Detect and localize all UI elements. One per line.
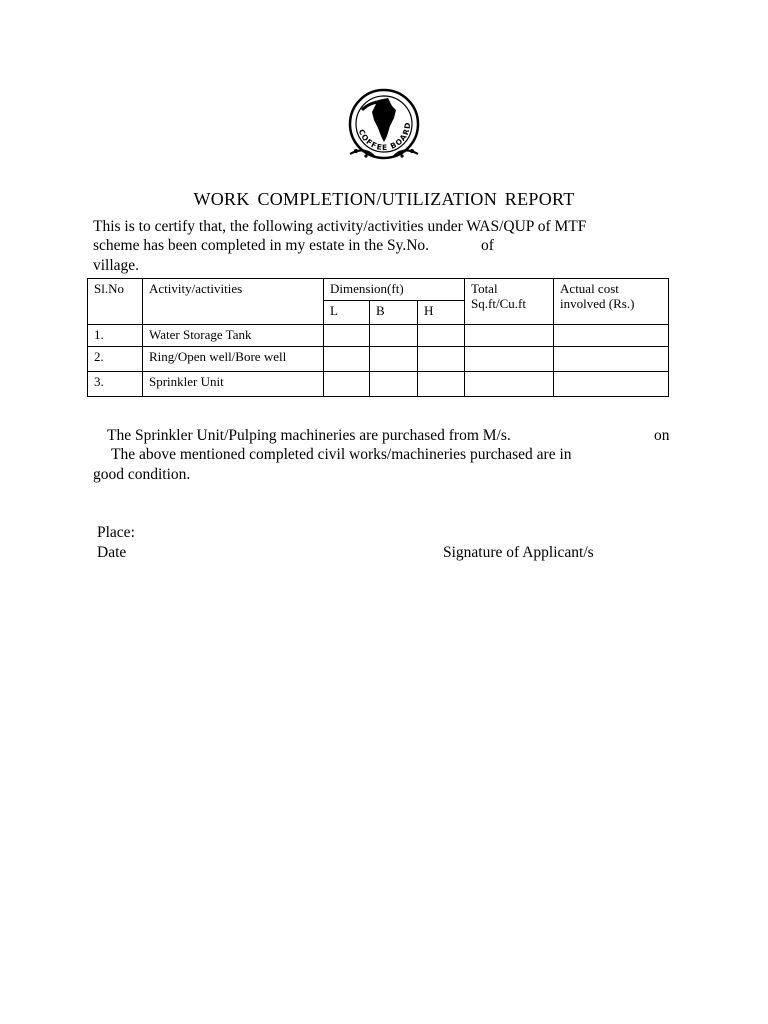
header-b: B — [370, 301, 418, 325]
table-row — [88, 325, 669, 347]
table-row — [88, 372, 669, 397]
row-sl: 1. — [88, 325, 143, 347]
date-label: Date — [97, 544, 127, 561]
header-total-line-2: Sq.ft/Cu.ft — [471, 296, 526, 311]
header-activity: Activity/activities — [143, 279, 324, 325]
cell-cost — [554, 347, 669, 372]
certification-line-2 — [93, 237, 494, 255]
cell-total — [465, 325, 554, 347]
svg-text:COFFEE BOARD: COFFEE BOARD — [356, 121, 413, 153]
cell-l — [324, 325, 370, 347]
place-label: Place: — [97, 524, 135, 541]
purchase-line-1 — [107, 427, 670, 445]
cell-b — [370, 325, 418, 347]
signature-label: Signature of Applicant/s — [443, 544, 594, 561]
row-activity: Sprinkler Unit — [143, 372, 324, 397]
certification-line-1: This is to certify that, the following activity/activities under WAS/QUP of MTF — [93, 218, 587, 235]
cell-b — [370, 372, 418, 397]
row-sl: 3. — [88, 372, 143, 397]
certification-line-2-text: scheme has been completed in my estate in the Sy.No. — [93, 237, 430, 254]
document-title: WORK COMPLETION/UTILIZATION REPORT — [193, 189, 575, 209]
row-sl: 2. — [88, 347, 143, 372]
cell-l — [324, 372, 370, 397]
header-dimension: Dimension(ft) — [324, 279, 465, 301]
header-cost-line-2: involved (Rs.) — [560, 296, 635, 311]
cell-total — [465, 372, 554, 397]
cell-cost — [554, 325, 669, 347]
header-cost — [554, 279, 669, 325]
header-total — [465, 279, 554, 325]
cell-total — [465, 347, 554, 372]
header-sl-no: Sl.No — [88, 279, 143, 325]
purchase-line-2: The above mentioned completed civil works/machineries purchased are in — [111, 446, 572, 463]
header-cost-line-1: Actual cost — [560, 281, 619, 296]
table-row — [88, 347, 669, 372]
table-header-row — [88, 279, 669, 301]
cell-h — [418, 347, 465, 372]
cell-h — [418, 325, 465, 347]
header-l: L — [324, 301, 370, 325]
certification-line-3: village. — [93, 257, 140, 274]
certification-line-2-of: of — [481, 237, 494, 254]
header-h: H — [418, 301, 465, 325]
cell-b — [370, 347, 418, 372]
row-activity: Water Storage Tank — [143, 325, 324, 347]
purchase-line-1-text: The Sprinkler Unit/Pulping machineries are purchased from M/s. — [107, 427, 511, 444]
cell-h — [418, 372, 465, 397]
coffee-board-logo — [344, 86, 424, 164]
row-activity: Ring/Open well/Bore well — [143, 347, 324, 372]
cell-l — [324, 347, 370, 372]
cell-cost — [554, 372, 669, 397]
header-total-line-1: Total — [471, 281, 498, 296]
purchase-line-1-on: on — [654, 427, 670, 444]
activity-table — [87, 278, 669, 397]
purchase-line-3: good condition. — [93, 466, 191, 483]
